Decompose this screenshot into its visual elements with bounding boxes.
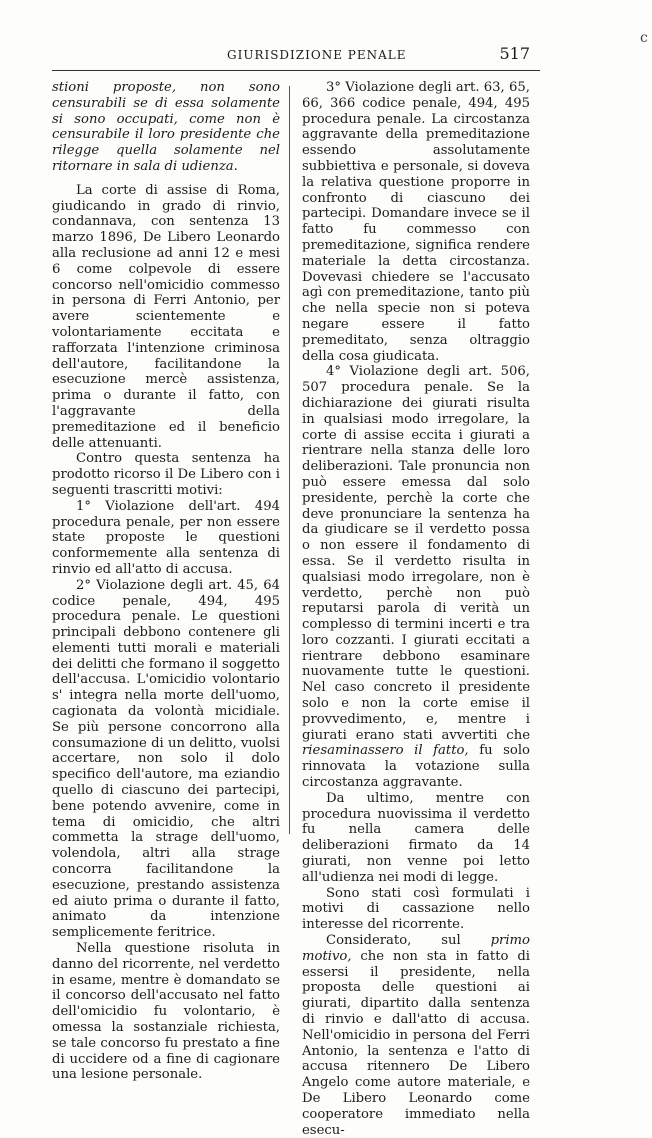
header-rule [52, 70, 540, 71]
paragraph [302, 933, 530, 1138]
left-column [52, 80, 280, 1083]
paragraph: 2° Violazione degli art. 45, 64 codice penale, 494, 495 procedura penale. Le questioni principali debbono contenere gli elementi tutti morali e materiali dei delitti che formano il soggetto dell'accusa. L'omicidio volontario s' integra nella morte dell'uomo, cagionata da volontà micidiale. Se più persone concorrono alla consumazione di un delitto, vuolsi accertare, non solo il dolo specifico dell'autore, ma eziandio quello di ciascuno dei partecipi, bene potendo avvenire, come in tema di omicidio, che altri commetta la strage dell'uomo, volendola, altri alla strage concorra facilitandone la esecuzione, prestando assistenza ed aiuto prima o durante il fatto, animato da intenzione semplicemente feritrice. [52, 577, 280, 941]
text-run: fu solo rinnovata la votazione sulla circostanza aggravante. [302, 743, 530, 791]
column-divider [289, 86, 290, 834]
text-run: Considerato, sul [326, 933, 461, 949]
paragraph: Sono stati così formulati i motivi di cassazione nello interesse del ricorrente. [302, 885, 530, 933]
page-number: 517 [499, 44, 530, 63]
italic-run: riesaminassero il fatto, [302, 743, 469, 759]
right-column [302, 80, 530, 1138]
page-header [52, 44, 540, 66]
italic-run: primo motivo, [302, 933, 530, 964]
paragraph: Da ultimo, mentre con procedura nuovissima il verdetto fu nella camera delle deliberazioni firmato da 14 giurati, non venne poi letto all'udienza nei modi di legge. [302, 790, 530, 885]
paragraph: La corte di assise di Roma, giudicando in grado di rinvio, condannava, con sentenza 13 marzo 1896, De Libero Leonardo alla reclusione ad anni 12 e mesi 6 come colpevole di essere concorso nell'omicidio commesso in persona di Ferri Antonio, per avere scientemente e volontariamente eccitata e rafforzata l'intenzione criminosa dell'autore, facilitandone la esecuzione mercè assistenza, prima o durante il fatto, con l'aggravante della premeditazione ed il beneficio delle attenuanti. [52, 182, 280, 451]
paragraph-maxim: stioni proposte, non sono censurabili se di essa solamente si sono occupati, come non è censurabile il loro presidente che rilegge quella solamente nel ritornare in sala di udienza. [52, 80, 280, 174]
margin-mark: c [640, 30, 648, 46]
paragraph [302, 364, 530, 791]
text-run: 4° Violazione degli art. 506, 507 procedura penale. Se la dichiarazione dei giurati risulta in qualsiasi modo irregolare, la corte di assise eccita i giurati a rientrare nella stanza delle loro deliberazioni. Tale pronuncia non può essere emessa dal solo presidente, perchè la corte che deve pronunciare la sentenza ha da giudicare se il verdetto possa o non essere il fondamento di essa. Se il verdetto risulta in qualsiasi modo irregolare, non è verdetto, perchè non può reputarsi parola di verità un complesso di termini incerti e tra loro cozzanti. I giurati eccitati a rientrare debbono esaminare nuovamente tutte le questioni. Nel caso concreto il presidente solo e non la corte emise il provvedimento, e, mentre i giurati erano stati avvertiti che [302, 364, 530, 743]
paragraph: Nella questione risoluta in danno del ricorrente, nel verdetto in esame, mentre è domandato se il concorso dell'accusato nel fatto dell'omicidio fu volontario, è omessa la sostanziale richiesta, se tale concorso fu prestato a fine di uccidere od a fine di cagionare una lesione personale. [52, 941, 280, 1083]
paragraph: 3° Violazione degli art. 63, 65, 66, 366 codice penale, 494, 495 procedura penale. La circostanza aggravante della premeditazione essendo assolutamente subbiettiva e personale, si doveva la relativa questione proporre in confronto di ciascuno dei partecipi. Domandare invece se il fatto fu commesso con premeditazione, significa rendere materiale la detta circostanza. Dovevasi chiedere se l'accusato agì con premeditazione, tanto più che nella specie non si poteva negare essere il fatto premeditato, senza oltraggio della cosa giudicata. [302, 80, 530, 364]
text-run: che non sta in fatto di essersi il presidente, nella proposta delle questioni ai giurati, dipartito dalla sentenza di rinvio e dall'atto di accusa. Nell'omicidio in persona del Ferri Antonio, la sentenza e l'atto di accusa ritennero De Libero Angelo come autore materiale, e De Libero Leonardo come cooperatore immediato nella esecu- [302, 948, 530, 1138]
running-head: GIURISDIZIONE PENALE [227, 48, 407, 62]
paragraph: 1° Violazione dell'art. 494 procedura penale, per non essere state proposte le questioni conformemente alla sentenza di rinvio ed all'atto di accusa. [52, 498, 280, 577]
paragraph: Contro questa sentenza ha prodotto ricorso il De Libero con i seguenti trascritti motivi: [52, 451, 280, 498]
